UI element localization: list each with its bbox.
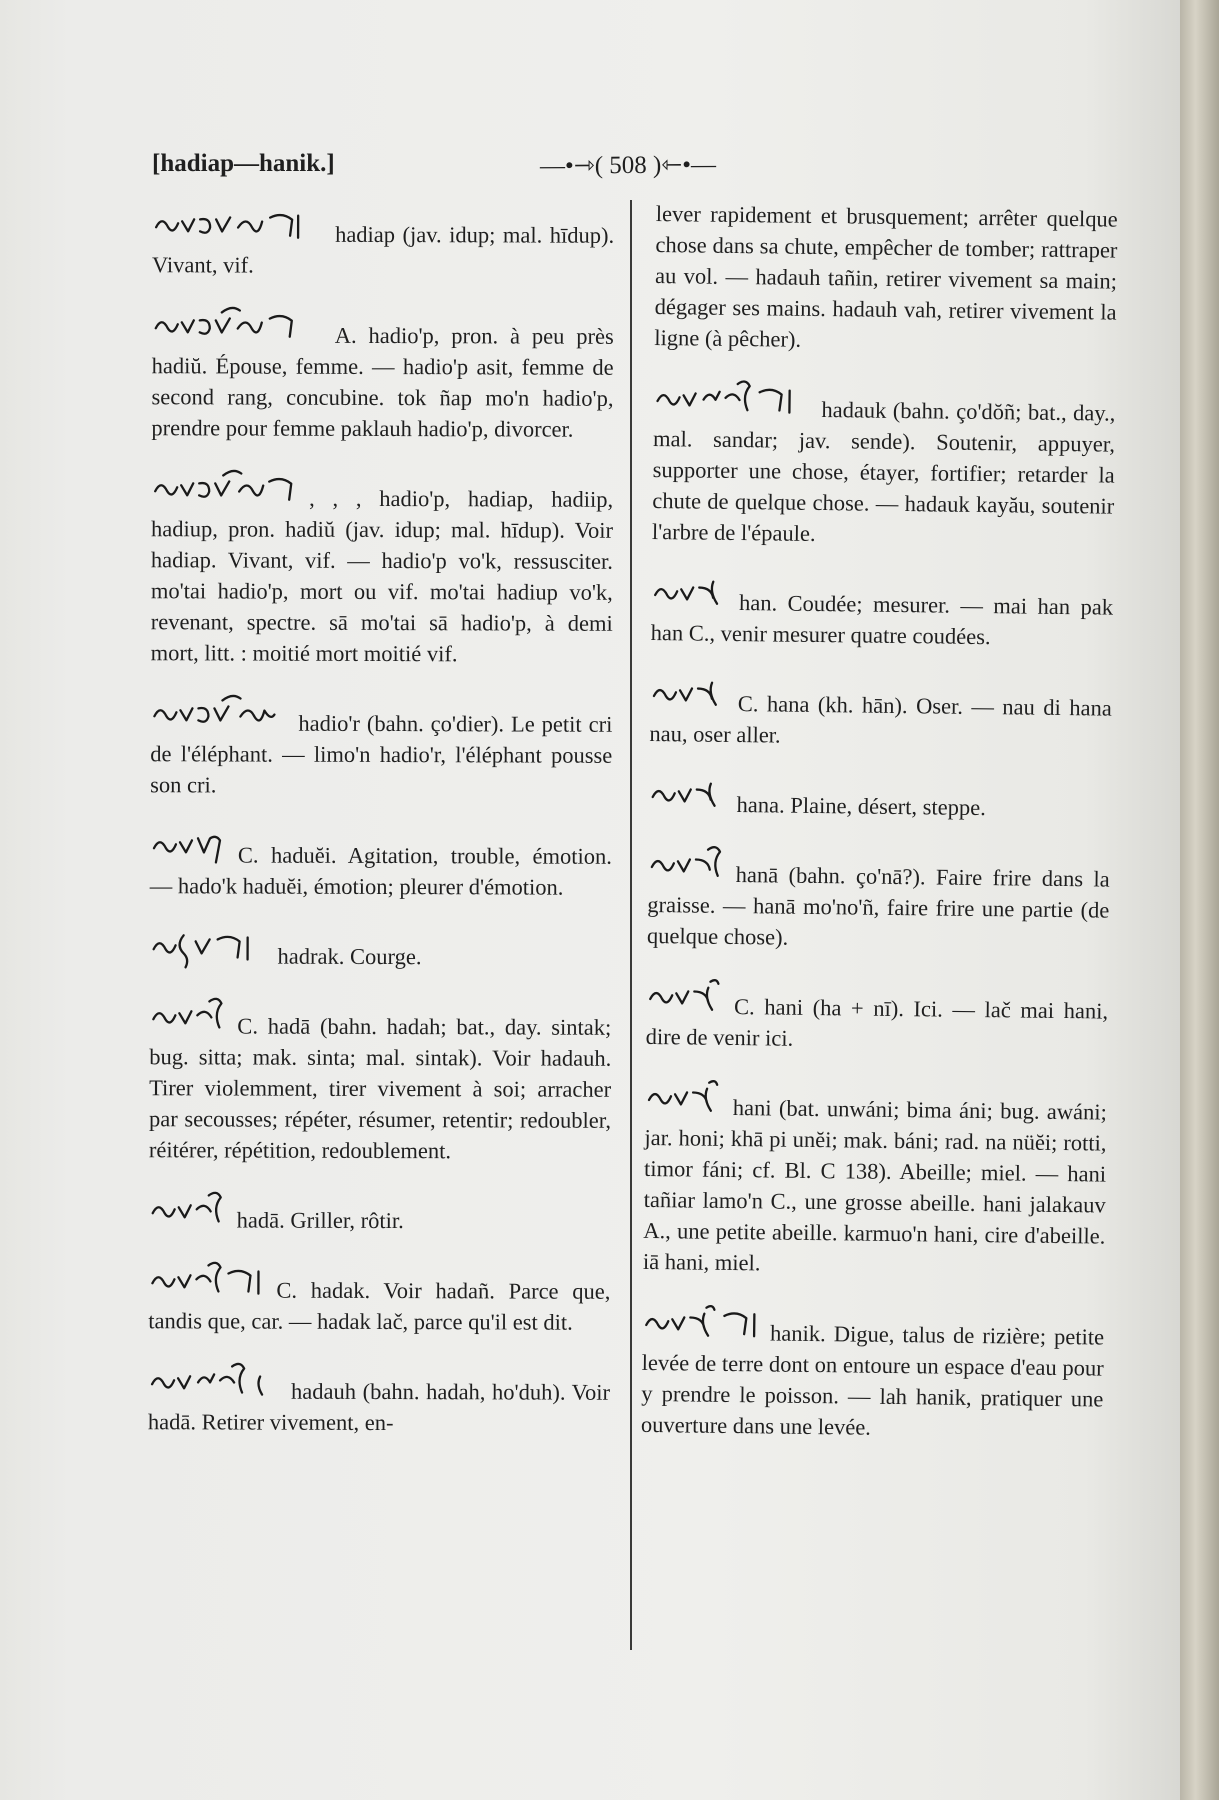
entry-hanik: hanik. Digue, talus de rizière; petite levée de terre dont on entoure un espace d'eau pour y prendre le poisson. — lah hanik, pratiquer une ouverture dans une levée. bbox=[641, 1303, 1105, 1446]
entry-hani-2: hani (bat. unwáni; bima áni; bug. awáni; jar. honi; khā pi unĕi; mak. báni; rad. na nüĕi; rotti, timor fáni; cf. Bl. C 138). Abeille; miel. — hani tañiar lamo'n C., une grosse abeille. hani jalakauv A., une petite abeille. karmuo'n hani, cire d'abeille. iā hani, miel. bbox=[643, 1078, 1107, 1283]
cham-script-glyph bbox=[648, 775, 728, 816]
entry-hadak: C. hadak. Voir hadañ. Parce que, tandis que, car. — hadak lač, parce qu'il est dit. bbox=[148, 1261, 610, 1338]
cham-script-glyph bbox=[150, 927, 270, 967]
entry-hada-2: hadā. Griller, rôtir. bbox=[149, 1191, 611, 1237]
cham-script-glyph bbox=[150, 826, 230, 866]
page-number: —•⇾( 508 )⇽•— bbox=[540, 151, 717, 180]
entry-hadiop-variants: , , , hadio'p, hadiap, hadiip, hadiup, pron. hadiŭ (jav. idup; mal. hīdup). Voir hadiap. Vivant, vif. — hadio'p vo'k, ressusciter. mo'tai hadio'p, mort ou vif. mo'tai hadiup vo'k, revenant, spectre. sā mo'tai sā hadio'p, à demi mort, litt. : moitié mort moitié vif. bbox=[151, 469, 614, 670]
running-head: [hadiap—hanik.] bbox=[152, 150, 335, 177]
cham-script-glyph bbox=[152, 306, 327, 347]
page-edge bbox=[1180, 0, 1219, 1800]
cham-script-glyph bbox=[650, 674, 730, 715]
cham-script-glyph bbox=[148, 1261, 268, 1301]
cham-script-glyph bbox=[645, 1078, 725, 1119]
entry-haduei: C. haduĕi. Agitation, trouble, émotion. — hado'k haduĕi, émotion; pleurer d'émotion. bbox=[150, 826, 612, 903]
cham-script-glyph bbox=[148, 1362, 283, 1402]
column-divider bbox=[630, 200, 632, 1650]
entry-hada-1: C. hadā (bahn. hadah; bat., day. sintak; bug. sitta; mak. sinta; mal. sintak). Voir hadauh. Tirer violemment, tirer vivement à soi; arracher par secousses; répéter, résumer, retentir; redoubler, réitérer, répétition, redoublement. bbox=[149, 997, 612, 1167]
entry-han: han. Coudée; mesurer. — mai han pak han C., venir mesurer quatre coudées. bbox=[651, 573, 1114, 654]
entry-hadiap: hadiap (jav. idup; mal. hīdup). Vivant, vif. bbox=[152, 205, 614, 282]
cham-script-glyph bbox=[152, 205, 327, 246]
cham-script-glyph bbox=[151, 469, 301, 510]
cham-script-glyph bbox=[653, 379, 813, 421]
entry-hana-2: hana. Plaine, désert, steppe. bbox=[648, 775, 1111, 825]
cham-script-glyph bbox=[648, 845, 728, 886]
entry-hani-1: C. hani (ha + nī). Ici. — lač mai hani, dire de venir ici. bbox=[646, 977, 1109, 1058]
cham-script-glyph bbox=[651, 573, 731, 614]
entry-hadauk: hadauk (bahn. ço'dŏñ; bat., day., mal. sandar; jav. sende). Soutenir, appuyer, supporter une chose, étayer, fortifier; retarder la chute de quelque chose. — hadauk kayău, soutenir l'arbre de l'épaule. bbox=[652, 379, 1116, 553]
cham-script-glyph bbox=[150, 694, 290, 734]
entry-hadior: hadio'r (bahn. ço'dier). Le petit cri de l'éléphant. — limo'n hadio'r, l'éléphant pousse son cri. bbox=[150, 694, 612, 802]
entry-hanaa: hanā (bahn. ço'nā?). Faire frire dans la graisse. — hanā mo'no'ñ, faire frire une partie (de quelque chose). bbox=[647, 845, 1110, 957]
cham-script-glyph bbox=[646, 977, 726, 1018]
entry-hana-1: C. hana (kh. hān). Oser. — nau di hana nau, oser aller. bbox=[649, 674, 1112, 755]
cham-script-glyph bbox=[642, 1303, 762, 1344]
right-column bbox=[641, 198, 1118, 1472]
cham-script-glyph bbox=[149, 1191, 229, 1231]
cham-script-glyph bbox=[149, 997, 229, 1037]
entry-hadrak: hadrak. Courge. bbox=[150, 927, 612, 973]
left-column bbox=[148, 205, 614, 1465]
entry-hadauh: hadauh (bahn. hadah, ho'duh). Voir hadā. Retirer vivement, en- bbox=[148, 1362, 610, 1439]
entry-hadauh-continued: lever rapidement et brusquement; arrêter quelque chose dans sa chute, empêcher de tomber; rattraper au vol. — hadauh tañin, retirer vivement sa main; dégager ses mains. hadauh vah, retirer vivement la ligne (à pêcher). bbox=[654, 200, 1118, 352]
entry-hadiop: A. hadio'p, pron. à peu près hadiŭ. Épouse, femme. — hadio'p asit, femme de second rang, concubine. tok ñap mo'n hadio'p, prendre pour femme paklauh hadio'p, divorcer. bbox=[151, 306, 613, 445]
